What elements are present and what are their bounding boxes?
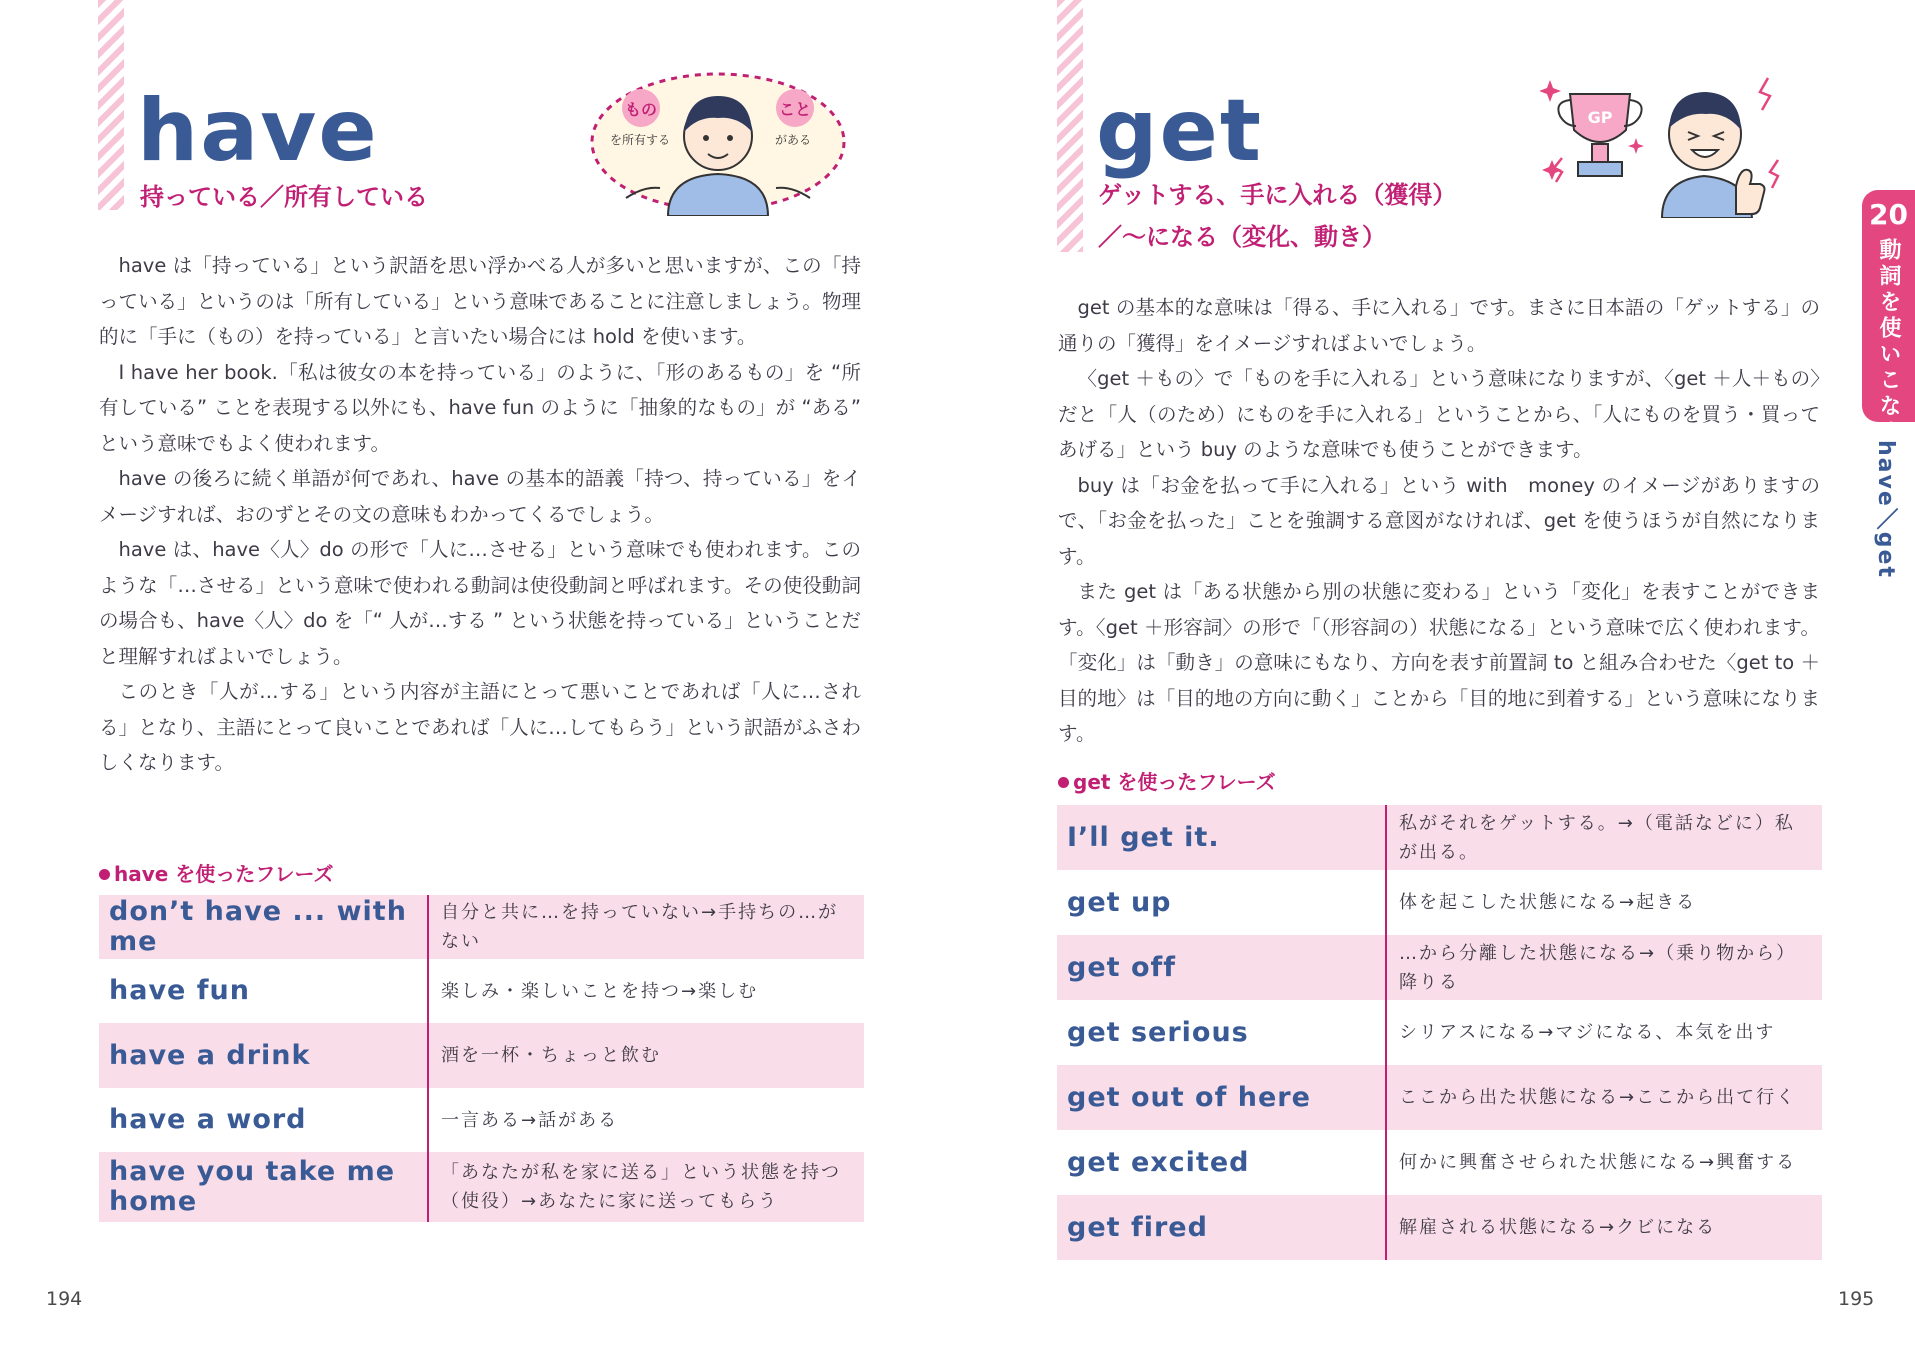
- left-phrase-heading-label: have を使ったフレーズ: [114, 862, 334, 886]
- left-page-number: 194: [46, 1288, 83, 1310]
- table-row: [1057, 1195, 1822, 1260]
- phrase-english: get up: [1057, 870, 1387, 935]
- right-headword: get: [1096, 81, 1263, 181]
- table-row: [99, 1088, 864, 1152]
- trophy-label: GP: [1587, 108, 1613, 127]
- bullet-icon: [99, 869, 110, 880]
- phrase-japanese: 楽しみ・楽しいことを持つ→楽しむ: [441, 980, 759, 1002]
- phrase-japanese: 私がそれをゲットする。→（電話などに）私が出る。: [1399, 812, 1795, 863]
- right-subtitle-line2: ／〜になる（変化、動き）: [1098, 223, 1386, 251]
- right-subtitle-line1: ゲットする、手に入れる（獲得）: [1098, 181, 1457, 209]
- table-row: [99, 1152, 864, 1222]
- left-paragraph: このとき「人が…する」という内容が主語にとって悪いことであれば「人に…される」となり、主語にとって良いことであれば「人に…してもらう」という訳語がふさわしくなります。: [99, 680, 861, 774]
- left-header-stripe: [98, 0, 124, 210]
- phrase-japanese: 酒を一杯・ちょっと飲む: [441, 1045, 661, 1066]
- phrase-english: have fun: [99, 959, 429, 1023]
- bubble-right-sub: がある: [774, 133, 812, 147]
- right-phrase-heading: [1058, 766, 1276, 795]
- phrase-japanese: …から分離した状態になる→（乗り物から）降りる: [1399, 942, 1797, 993]
- left-paragraph: have の後ろに続く単語が何であれ、have の基本的語義「持つ、持っている」をイメージすれば、おのずとその文の意味もわかってくるでしょう。: [99, 467, 861, 526]
- have-illustration: [588, 68, 848, 216]
- phrase-japanese: 解雇される状態になる→クビになる: [1399, 1217, 1717, 1238]
- phrase-japanese: 何かに興奮させられた状態になる→興奮する: [1399, 1152, 1797, 1173]
- table-row: [99, 959, 864, 1023]
- chapter-number: 20: [1869, 198, 1908, 231]
- bubble-left-main: もの: [624, 100, 658, 119]
- table-row: [1057, 935, 1822, 1000]
- table-row: [1057, 1065, 1822, 1130]
- phrase-english: don’t have ... with me: [99, 895, 429, 959]
- right-paragraph: get の基本的な意味は「得る、手に入れる」です。まさに日本語の「ゲットする」の通りの「獲得」をイメージすればよいでしょう。: [1058, 296, 1820, 355]
- right-paragraph: buy は「お金を払って手に入れる」という with money のイメージがありますので、「お金を払った」ことを強調する意図がなければ、get を使うほうが自然になります。: [1058, 473, 1820, 568]
- left-phrase-heading: [99, 858, 334, 887]
- right-paragraph: 〈get ＋もの〉で「ものを手に入れる」という意味になりますが、〈get ＋人＋もの〉だと「人（のため）にものを手に入れる」ということから、「人にものを買う・買ってあげる」という buy のような意味でも使うことができます。: [1058, 367, 1820, 461]
- left-subtitle: 持っている／所有している: [140, 183, 428, 211]
- phrase-english: have a word: [99, 1088, 429, 1152]
- chapter-tab: [1862, 190, 1915, 446]
- phrase-japanese: 「あなたが私を家に送る」という状態を持つ（使役）→あなたに家に送ってもらう: [441, 1162, 841, 1212]
- table-row: [1057, 1130, 1822, 1195]
- right-phrase-table: [1057, 805, 1822, 1260]
- left-paragraph: have は、have〈人〉do の形で「人に…させる」という意味でも使われます。このような「…させる」という意味で使われる動詞は使役動詞と呼ばれます。その使役動詞の場合も、have〈人〉do を「“ 人が…する ” という状態を持っている」ということだと理解すればよいでしょう。: [99, 538, 861, 668]
- phrase-english: I’ll get it.: [1057, 805, 1387, 870]
- right-phrase-heading-label: get を使ったフレーズ: [1073, 770, 1276, 794]
- phrase-english: get fired: [1057, 1195, 1387, 1260]
- left-body-text: [99, 248, 861, 781]
- table-row: [99, 1023, 864, 1088]
- phrase-japanese: ここから出た状態になる→ここから出て行く: [1399, 1087, 1797, 1108]
- left-headword: have: [137, 81, 379, 181]
- table-row: [1057, 870, 1822, 935]
- table-row: [1057, 805, 1822, 870]
- phrase-english: get off: [1057, 935, 1387, 1000]
- left-paragraph: I have her book.「私は彼女の本を持っている」のように、「形のあるもの」を “所有している” ことを表現する以外にも、have fun のように「抽象的なもの」が “ある” という意味でもよく使われます。: [99, 360, 861, 455]
- phrase-japanese: 自分と共に…を持っていない→手持ちの…がない: [441, 902, 839, 952]
- right-header-stripe: [1057, 0, 1083, 252]
- bullet-icon: [1058, 777, 1069, 788]
- get-illustration: [1540, 68, 1790, 218]
- bubble-right-main: こと: [778, 100, 812, 119]
- right-paragraph: また get は「ある状態から別の状態に変わる」という「変化」を表すことができます。〈get ＋形容詞〉の形で「（形容詞の）状態になる」という意味で広く使われます。「変化」は「動き」の意味にもなり、方向を表す前置詞 to と組み合わせた〈get to ＋目的地〉は「目的地の方向に動く」ことから「目的地に到着する」という意味になります。: [1058, 580, 1820, 745]
- phrase-english: get out of here: [1057, 1065, 1387, 1130]
- left-phrase-table: [99, 895, 864, 1222]
- phrase-english: get excited: [1057, 1130, 1387, 1195]
- phrase-english: have you take me home: [99, 1152, 429, 1222]
- bubble-left-sub: を所有する: [609, 133, 671, 147]
- phrase-japanese: 体を起こした状態になる→起きる: [1399, 892, 1697, 913]
- right-page-number: 195: [1838, 1288, 1875, 1310]
- phrase-japanese: シリアスになる→マジになる、本気を出す: [1399, 1022, 1776, 1043]
- chapter-side-words: have／get: [1873, 440, 1898, 579]
- chapter-title: 動詞を使いこなす: [1876, 238, 1901, 446]
- phrase-english: get serious: [1057, 1000, 1387, 1065]
- table-row: [1057, 1000, 1822, 1065]
- left-paragraph: have は「持っている」という訳語を思い浮かべる人が多いと思いますが、この「持っている」というのは「所有している」という意味であることに注意しましょう。物理的に「手に（もの）を持っている」と言いたい場合には hold を使います。: [99, 254, 861, 348]
- phrase-english: have a drink: [99, 1023, 429, 1088]
- right-body-text: [1058, 290, 1820, 752]
- phrase-japanese: 一言ある→話がある: [441, 1109, 619, 1131]
- table-row: [99, 895, 864, 959]
